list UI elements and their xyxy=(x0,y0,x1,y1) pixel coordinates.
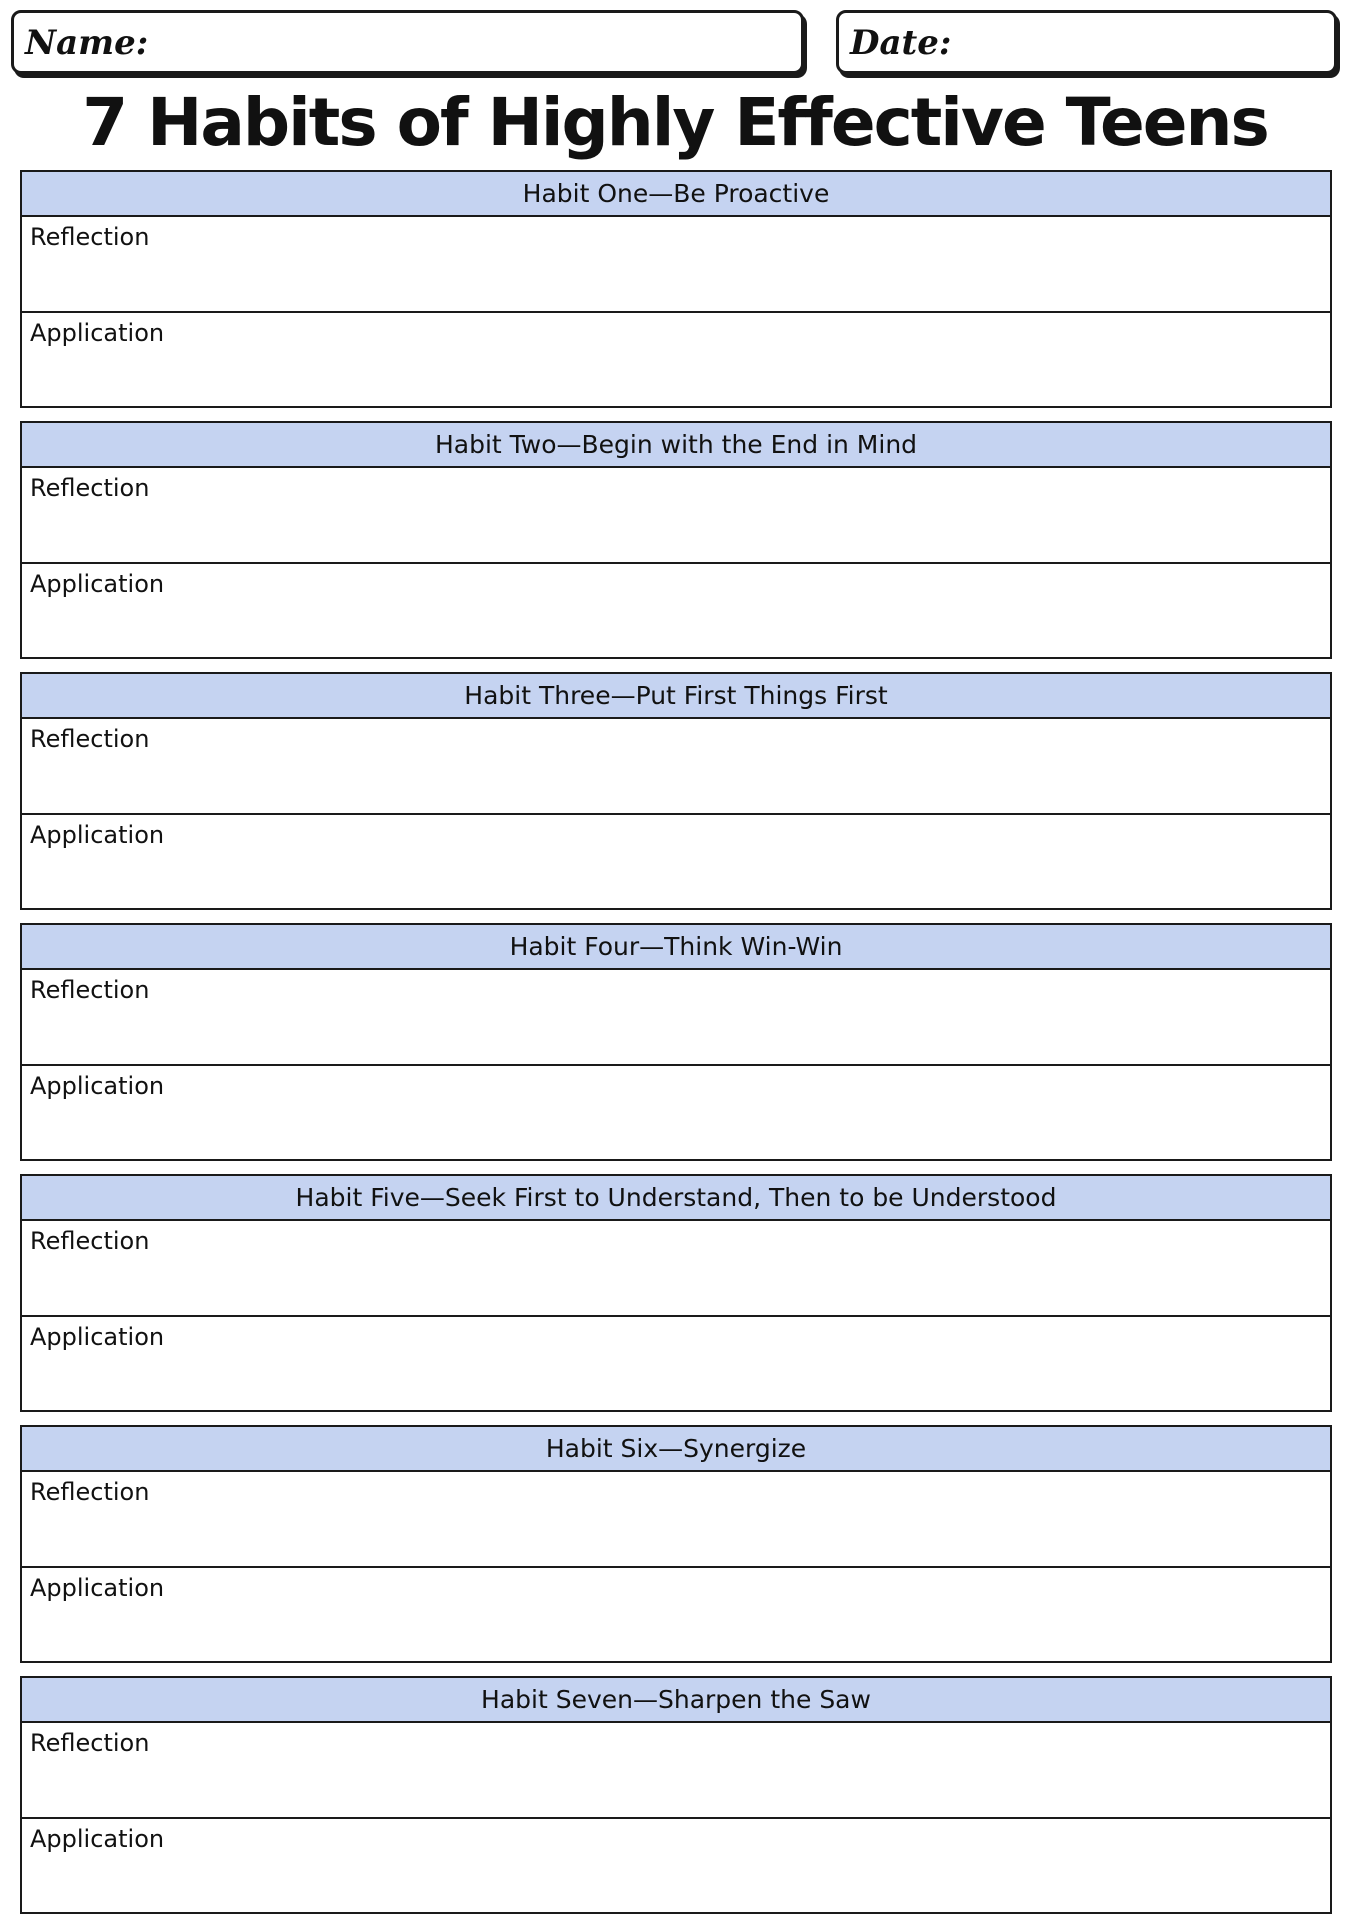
name-label: Name: xyxy=(25,23,149,63)
reflection-label: Reflection xyxy=(30,1729,150,1757)
name-field[interactable] xyxy=(11,10,804,74)
reflection-field[interactable] xyxy=(22,1221,1330,1317)
date-field[interactable] xyxy=(836,10,1337,74)
reflection-field[interactable] xyxy=(22,217,1330,313)
reflection-field[interactable] xyxy=(22,970,1330,1066)
reflection-field[interactable] xyxy=(22,1472,1330,1568)
page-title: 7 Habits of Highly Effective Teens xyxy=(82,84,1268,161)
reflection-label: Reflection xyxy=(30,1227,150,1255)
application-label: Application xyxy=(30,1322,165,1351)
application-field[interactable] xyxy=(22,564,1330,658)
application-label: Application xyxy=(30,1824,165,1853)
habit-header: Habit One—Be Proactive xyxy=(22,172,1330,217)
application-label: Application xyxy=(30,318,165,347)
habit-table-four xyxy=(20,923,1332,1161)
application-field[interactable] xyxy=(22,1066,1330,1160)
habit-header: Habit Three—Put First Things First xyxy=(22,674,1330,719)
habit-list xyxy=(20,170,1332,1927)
application-field[interactable] xyxy=(22,313,1330,407)
habit-header: Habit Two—Begin with the End in Mind xyxy=(22,423,1330,468)
habit-table-one xyxy=(20,170,1332,408)
date-label: Date: xyxy=(850,23,952,63)
reflection-label: Reflection xyxy=(30,725,150,753)
application-field[interactable] xyxy=(22,1317,1330,1411)
application-label: Application xyxy=(30,820,165,849)
habit-table-six xyxy=(20,1425,1332,1663)
reflection-label: Reflection xyxy=(30,976,150,1004)
habit-header: Habit Seven—Sharpen the Saw xyxy=(22,1678,1330,1723)
habit-header: Habit Four—Think Win-Win xyxy=(22,925,1330,970)
habit-header: Habit Five—Seek First to Understand, Then to be Understood xyxy=(22,1176,1330,1221)
reflection-label: Reflection xyxy=(30,223,150,251)
reflection-field[interactable] xyxy=(22,719,1330,815)
reflection-label: Reflection xyxy=(30,1478,150,1506)
habit-table-five xyxy=(20,1174,1332,1412)
application-field[interactable] xyxy=(22,815,1330,909)
reflection-field[interactable] xyxy=(22,1723,1330,1819)
habit-header: Habit Six—Synergize xyxy=(22,1427,1330,1472)
reflection-field[interactable] xyxy=(22,468,1330,564)
reflection-label: Reflection xyxy=(30,474,150,502)
application-field[interactable] xyxy=(22,1819,1330,1913)
habit-table-two xyxy=(20,421,1332,659)
application-field[interactable] xyxy=(22,1568,1330,1662)
habit-table-three xyxy=(20,672,1332,910)
habit-table-seven xyxy=(20,1676,1332,1914)
application-label: Application xyxy=(30,569,165,598)
application-label: Application xyxy=(30,1071,165,1100)
application-label: Application xyxy=(30,1573,165,1602)
